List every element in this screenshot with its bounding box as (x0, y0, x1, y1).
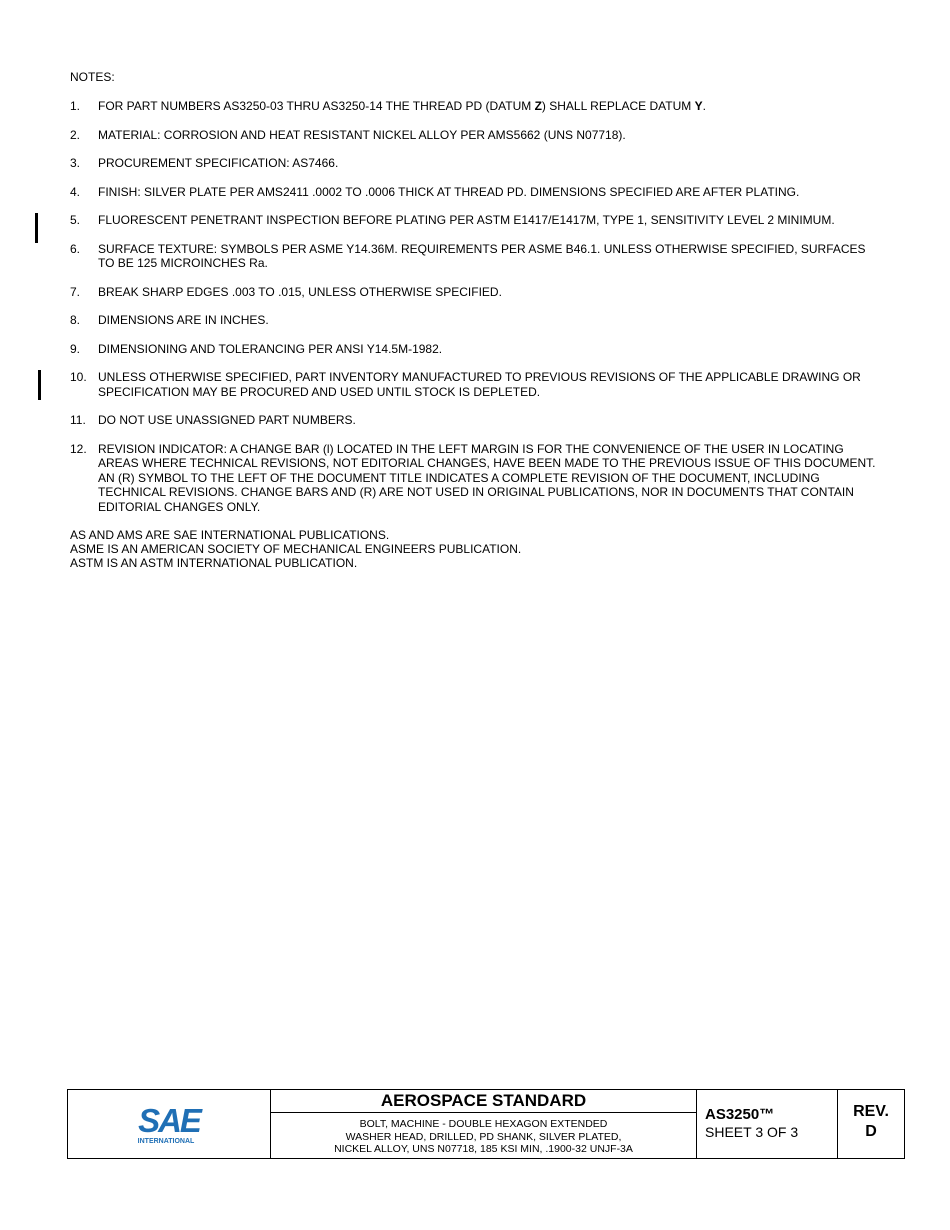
note-number: 6. (70, 241, 81, 256)
note-text: UNLESS OTHERWISE SPECIFIED, PART INVENTORY MANUFACTURED TO PREVIOUS REVISIONS OF THE APPLICABLE DRAWING OR SPECIFICATION MAY BE PROCURED AND USED UNTIL STOCK IS DEPLETED. (98, 370, 861, 399)
notes-list (70, 99, 880, 528)
title-block-description (271, 1090, 697, 1158)
note-number: 5. (70, 213, 81, 227)
document-number-cell (697, 1090, 838, 1158)
note-text: DO NOT USE UNASSIGNED PART NUMBERS. (98, 413, 356, 427)
revision-cell (838, 1090, 904, 1158)
note-number: 12. (70, 441, 87, 456)
revision-label: REV. (853, 1103, 889, 1120)
note-text: DIMENSIONING AND TOLERANCING PER ANSI Y14.5M-1982. (98, 341, 443, 356)
note-item (70, 413, 880, 428)
note-text: FINISH: SILVER PLATE PER AMS2411 .0002 TO .0006 THICK AT THREAD PD. DIMENSIONS SPECIFIED ARE AFTER PLATING. (98, 184, 800, 199)
document-title-line: WASHER HEAD, DRILLED, PD SHANK, SILVER PLATED, (345, 1130, 622, 1143)
note-item (70, 370, 880, 399)
note-text: FLUORESCENT PENETRANT INSPECTION BEFORE PLATING PER ASTM E1417/E1417M, TYPE 1, SENSITIVITY LEVEL 2 MINIMUM. (98, 213, 835, 227)
note-item (70, 242, 880, 271)
note-item (70, 342, 880, 357)
note-text: REVISION INDICATOR: A CHANGE BAR (l) LOCATED IN THE LEFT MARGIN IS FOR THE CONVENIENCE OF THE USER IN LOCATING AREAS WHERE TECHNICAL REVISIONS, NOT EDITORIAL CHANGES, HAVE BEEN MADE TO THE PREVIOUS ISSUE OF THIS DOCUMENT. AN (R) SYMBOL TO THE LEFT OF THE DOCUMENT TITLE INDICATES A COMPLETE REVISION OF THE DOCUMENT, INCLUDING TECHNICAL REVISIONS. CHANGE BARS AND (R) ARE NOT USED IN ORIGINAL PUBLICATIONS, NOR IN DOCUMENTS THAT CONTAIN EDITORIAL CHANGES ONLY. (98, 441, 876, 514)
note-number: 3. (70, 156, 81, 170)
note-text: DIMENSIONS ARE IN INCHES. (98, 313, 269, 327)
note-number: 8. (70, 313, 81, 327)
note-item (70, 442, 880, 515)
note-number: 11. (70, 413, 86, 427)
change-bar-note-10 (38, 370, 41, 400)
sae-logo-icon (133, 1102, 205, 1146)
reference-line: ASTM IS AN ASTM INTERNATIONAL PUBLICATION. (70, 556, 358, 571)
publication-references (70, 528, 521, 571)
notes-heading: NOTES: (70, 70, 115, 84)
note-item (70, 285, 880, 300)
note-item (70, 185, 880, 200)
note-number: 7. (70, 284, 81, 299)
title-block (67, 1089, 905, 1159)
document-number: AS3250™ (705, 1106, 775, 1123)
reference-line: ASME IS AN AMERICAN SOCIETY OF MECHANICAL ENGINEERS PUBLICATION. (70, 542, 522, 557)
sheet-number: SHEET 3 OF 3 (705, 1124, 799, 1140)
revision-value: D (865, 1123, 877, 1140)
sae-logo (68, 1090, 271, 1158)
note-number: 9. (70, 341, 81, 356)
note-number: 1. (70, 99, 81, 113)
note-item (70, 313, 880, 328)
note-text: FOR PART NUMBERS AS3250-03 THRU AS3250-14 THE THREAD PD (DATUM Z) SHALL REPLACE DATUM Y. (98, 99, 706, 113)
document-title-line: NICKEL ALLOY, UNS N07718, 185 KSI MIN, .1900-32 UNJF-3A (334, 1143, 633, 1155)
note-item (70, 99, 880, 114)
note-number: 10. (70, 370, 87, 384)
note-text: MATERIAL: CORROSION AND HEAT RESISTANT NICKEL ALLOY PER AMS5662 (UNS N07718). (98, 127, 626, 142)
note-text: BREAK SHARP EDGES .003 TO .015, UNLESS OTHERWISE SPECIFIED. (98, 284, 502, 299)
note-text: SURFACE TEXTURE: SYMBOLS PER ASME Y14.36M. REQUIREMENTS PER ASME B46.1. UNLESS OTHERWISE SPECIFIED, SURFACES TO BE 125 MICROINCHES Ra. (98, 241, 866, 270)
note-number: 4. (70, 184, 81, 199)
standard-type: AEROSPACE STANDARD (271, 1090, 696, 1113)
note-item (70, 128, 880, 143)
note-number: 2. (70, 127, 81, 142)
logo-subtext: INTERNATIONAL (137, 1138, 195, 1145)
document-title-line: BOLT, MACHINE - DOUBLE HEXAGON EXTENDED (359, 1118, 608, 1130)
logo-text: SAE (138, 1102, 200, 1139)
note-item (70, 213, 880, 228)
change-bar-note-5 (35, 213, 38, 243)
document-title (271, 1113, 696, 1158)
reference-line: AS AND AMS ARE SAE INTERNATIONAL PUBLICATIONS. (70, 528, 390, 542)
note-item (70, 156, 880, 171)
note-text: PROCUREMENT SPECIFICATION: AS7466. (98, 156, 339, 170)
